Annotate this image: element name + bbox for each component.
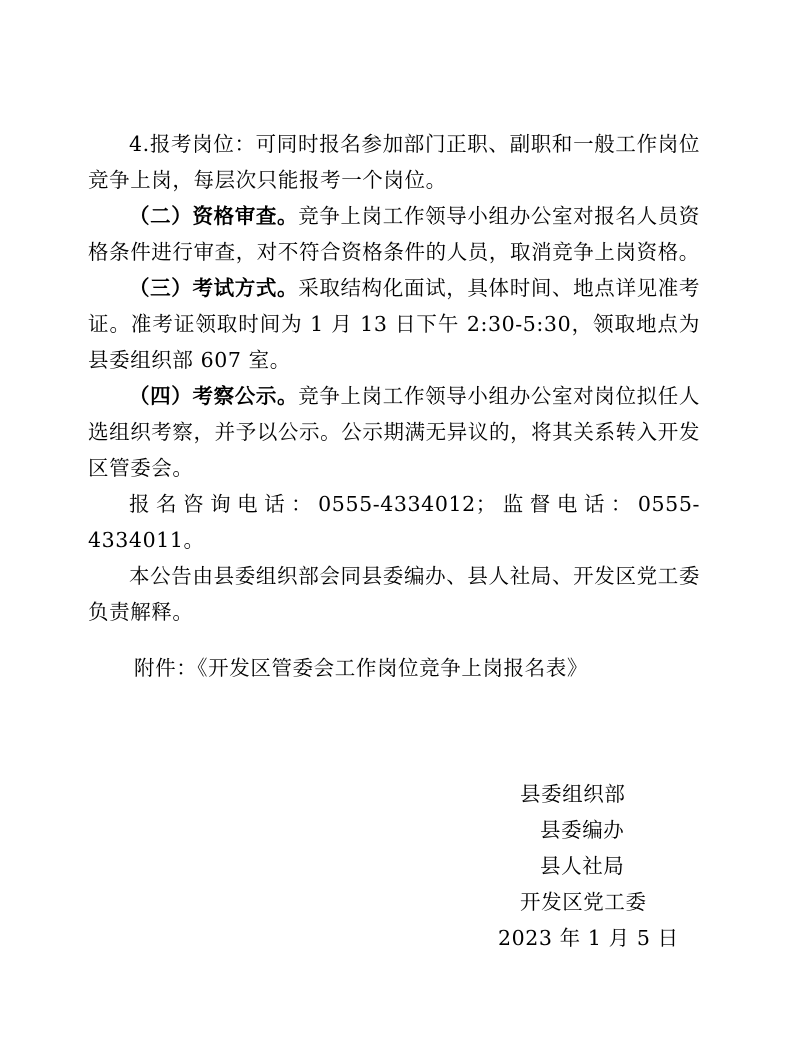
paragraph-text: 采取结构化面试，具体时间、地点详见准考证。准考证领取时间为 1 月 13 日下午 2:30-5:30，领取地点为县委组织部 607 室。 xyxy=(88,276,700,372)
paragraph-text: 本公告由县委组织部会同县委编办、县人社局、开发区党工委负责解释。 xyxy=(88,564,700,624)
paragraph-text: 4.报考岗位：可同时报名参加部门正职、副职和一般工作岗位竞争上岗，每层次只能报考一个岗位。 xyxy=(88,132,700,192)
paragraph-lead: （二）资格审查。 xyxy=(129,204,299,228)
paragraph-interpretation xyxy=(88,558,700,630)
signature-org-organization-dept: 县委组织部 xyxy=(520,782,626,806)
signature-date: 2023 年 1 月 5 日 xyxy=(498,926,679,950)
paragraph-lead: （四）考察公示。 xyxy=(129,384,299,408)
paragraph-text: 竞争上岗工作领导小组办公室对报名人员资格条件进行审查，对不符合资格条件的人员，取消竞争上岗资格。 xyxy=(88,204,700,264)
paragraph-qualification-review xyxy=(88,198,700,270)
paragraph-exam-method xyxy=(88,270,700,378)
paragraph-lead: （三）考试方式。 xyxy=(129,276,299,300)
signature-block xyxy=(480,776,679,956)
signature-org-staffing-office: 县委编办 xyxy=(540,818,625,842)
paragraph-position-application xyxy=(88,126,700,198)
notice-body xyxy=(88,126,700,630)
paragraph-text: 报名咨询电话：0555-4334012；监督电话：0555-4334011。 xyxy=(88,492,700,552)
signature-org-party-committee: 开发区党工委 xyxy=(520,890,647,914)
paragraph-text: 竞争上岗工作领导小组办公室对岗位拟任人选组织考察，并予以公示。公示期满无异议的，将其关系转入开发区管委会。 xyxy=(88,384,700,480)
signature-org-hr-bureau: 县人社局 xyxy=(540,854,625,878)
paragraph-inspection-publicity xyxy=(88,378,700,486)
attachment-note: 附件：《开发区管委会工作岗位竞争上岗报名表》 xyxy=(134,656,588,680)
paragraph-contact-phones xyxy=(88,486,700,558)
